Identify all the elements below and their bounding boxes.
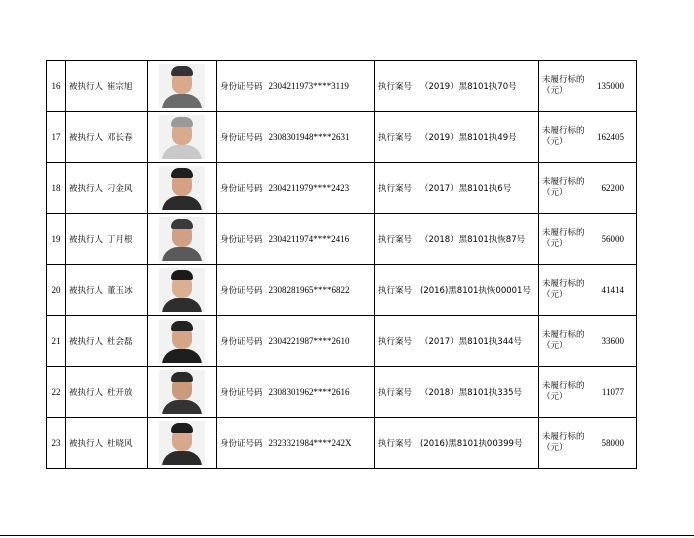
id-cell bbox=[217, 367, 375, 418]
role-label: 被执行人 bbox=[69, 286, 104, 296]
amount-value: 11077 bbox=[601, 387, 624, 397]
amount-cell bbox=[539, 112, 637, 163]
debtor-photo bbox=[159, 421, 205, 465]
role-label: 被执行人 bbox=[69, 439, 104, 449]
id-number: 2308301948****2631 bbox=[268, 132, 350, 142]
amount-value: 58000 bbox=[601, 438, 624, 448]
case-cell bbox=[375, 418, 539, 469]
id-label: 身份证号码 bbox=[220, 82, 263, 92]
debtor-cell bbox=[66, 316, 148, 367]
id-cell bbox=[217, 214, 375, 265]
debtor-photo bbox=[159, 370, 205, 414]
case-label: 执行案号 bbox=[378, 286, 413, 296]
debtor-cell bbox=[66, 61, 148, 112]
debtor-cell bbox=[66, 367, 148, 418]
case-cell bbox=[375, 265, 539, 316]
id-label: 身份证号码 bbox=[220, 235, 263, 245]
photo-cell bbox=[148, 214, 217, 265]
row-number: 21 bbox=[47, 316, 66, 367]
table-row bbox=[47, 418, 637, 469]
debtor-name: 杜晓风 bbox=[107, 439, 133, 449]
case-number: （2018）黑8101执335号 bbox=[420, 388, 523, 398]
amount-cell bbox=[539, 265, 637, 316]
debtor-photo bbox=[159, 115, 205, 159]
case-label: 执行案号 bbox=[378, 184, 413, 194]
debtor-name: 杜开放 bbox=[107, 388, 133, 398]
amount-label: 未履行标的（元） bbox=[542, 126, 585, 147]
id-number: 2308281965****6822 bbox=[268, 285, 350, 295]
id-cell bbox=[217, 163, 375, 214]
case-number: (2016)黑8101执恢00001号 bbox=[420, 286, 531, 296]
table-row bbox=[47, 112, 637, 163]
role-label: 被执行人 bbox=[69, 388, 104, 398]
debtor-photo bbox=[159, 268, 205, 312]
case-number: （2018）黑8101执恢87号 bbox=[420, 235, 526, 245]
case-cell bbox=[375, 61, 539, 112]
case-label: 执行案号 bbox=[378, 388, 413, 398]
amount-label: 未履行标的（元） bbox=[542, 279, 585, 300]
debtor-name: 董玉冰 bbox=[107, 286, 133, 296]
role-label: 被执行人 bbox=[69, 184, 104, 194]
page-bottom-rule bbox=[0, 535, 694, 536]
debtor-cell bbox=[66, 112, 148, 163]
case-number: （2017）黑8101执6号 bbox=[420, 184, 512, 194]
table-row bbox=[47, 163, 637, 214]
row-number: 22 bbox=[47, 367, 66, 418]
id-label: 身份证号码 bbox=[220, 133, 263, 143]
debtor-photo bbox=[159, 319, 205, 363]
role-label: 被执行人 bbox=[69, 337, 104, 347]
amount-value: 135000 bbox=[597, 81, 624, 91]
case-cell bbox=[375, 214, 539, 265]
id-label: 身份证号码 bbox=[220, 337, 263, 347]
case-cell bbox=[375, 367, 539, 418]
case-label: 执行案号 bbox=[378, 82, 413, 92]
role-label: 被执行人 bbox=[69, 82, 104, 92]
photo-cell bbox=[148, 367, 217, 418]
debtor-cell bbox=[66, 163, 148, 214]
case-number: （2019）黑8101执49号 bbox=[420, 133, 517, 143]
id-cell bbox=[217, 265, 375, 316]
photo-cell bbox=[148, 112, 217, 163]
row-number: 23 bbox=[47, 418, 66, 469]
table-row bbox=[47, 61, 637, 112]
amount-cell bbox=[539, 367, 637, 418]
row-number: 20 bbox=[47, 265, 66, 316]
id-number: 2304211979****2423 bbox=[268, 183, 350, 193]
debtor-photo bbox=[159, 166, 205, 210]
row-number: 19 bbox=[47, 214, 66, 265]
row-number: 18 bbox=[47, 163, 66, 214]
debtor-cell bbox=[66, 265, 148, 316]
case-number: （2019）黑8101执70号 bbox=[420, 82, 517, 92]
case-label: 执行案号 bbox=[378, 133, 413, 143]
amount-cell bbox=[539, 163, 637, 214]
case-number: (2016)黑8101执00399号 bbox=[420, 439, 523, 449]
id-label: 身份证号码 bbox=[220, 286, 263, 296]
debtor-name: 邓长春 bbox=[107, 133, 133, 143]
table-row bbox=[47, 367, 637, 418]
id-number: 2304211973****3119 bbox=[268, 81, 349, 91]
table-row bbox=[47, 214, 637, 265]
case-label: 执行案号 bbox=[378, 439, 413, 449]
id-cell bbox=[217, 316, 375, 367]
debtor-cell bbox=[66, 214, 148, 265]
photo-cell bbox=[148, 316, 217, 367]
debtor-photo bbox=[159, 64, 205, 108]
id-number: 2304211974****2416 bbox=[268, 234, 350, 244]
amount-value: 41414 bbox=[601, 285, 624, 295]
case-label: 执行案号 bbox=[378, 235, 413, 245]
id-number: 2304221987****2610 bbox=[268, 336, 350, 346]
case-label: 执行案号 bbox=[378, 337, 413, 347]
amount-cell bbox=[539, 61, 637, 112]
id-cell bbox=[217, 61, 375, 112]
id-label: 身份证号码 bbox=[220, 388, 263, 398]
amount-cell bbox=[539, 214, 637, 265]
amount-value: 162405 bbox=[597, 132, 624, 142]
amount-value: 33600 bbox=[601, 336, 624, 346]
case-cell bbox=[375, 112, 539, 163]
amount-label: 未履行标的（元） bbox=[542, 177, 585, 198]
id-cell bbox=[217, 112, 375, 163]
role-label: 被执行人 bbox=[69, 133, 104, 143]
debtor-name: 刁金风 bbox=[107, 184, 133, 194]
photo-cell bbox=[148, 418, 217, 469]
amount-cell bbox=[539, 316, 637, 367]
id-cell bbox=[217, 418, 375, 469]
debtor-name: 丁月根 bbox=[107, 235, 133, 245]
amount-label: 未履行标的（元） bbox=[542, 381, 585, 402]
photo-cell bbox=[148, 163, 217, 214]
amount-label: 未履行标的（元） bbox=[542, 75, 585, 96]
photo-cell bbox=[148, 265, 217, 316]
amount-label: 未履行标的（元） bbox=[542, 330, 585, 351]
row-number: 16 bbox=[47, 61, 66, 112]
debtor-cell bbox=[66, 418, 148, 469]
id-label: 身份证号码 bbox=[220, 184, 263, 194]
amount-value: 56000 bbox=[601, 234, 624, 244]
debtor-name: 杜会磊 bbox=[107, 337, 133, 347]
table-row bbox=[47, 265, 637, 316]
case-number: （2017）黑8101执344号 bbox=[420, 337, 523, 347]
row-number: 17 bbox=[47, 112, 66, 163]
id-number: 2323321984****242X bbox=[268, 438, 352, 448]
table-row bbox=[47, 316, 637, 367]
debtor-name: 崔宗旭 bbox=[107, 82, 133, 92]
debtor-table bbox=[46, 60, 637, 469]
id-label: 身份证号码 bbox=[220, 439, 263, 449]
id-number: 2308301962****2616 bbox=[268, 387, 350, 397]
photo-cell bbox=[148, 61, 217, 112]
debtor-table-body bbox=[47, 61, 637, 469]
case-cell bbox=[375, 316, 539, 367]
debtor-photo bbox=[159, 217, 205, 261]
amount-label: 未履行标的（元） bbox=[542, 432, 585, 453]
debtor-table-page bbox=[46, 60, 637, 469]
amount-value: 62200 bbox=[601, 183, 624, 193]
case-cell bbox=[375, 163, 539, 214]
role-label: 被执行人 bbox=[69, 235, 104, 245]
amount-label: 未履行标的（元） bbox=[542, 228, 585, 249]
amount-cell bbox=[539, 418, 637, 469]
